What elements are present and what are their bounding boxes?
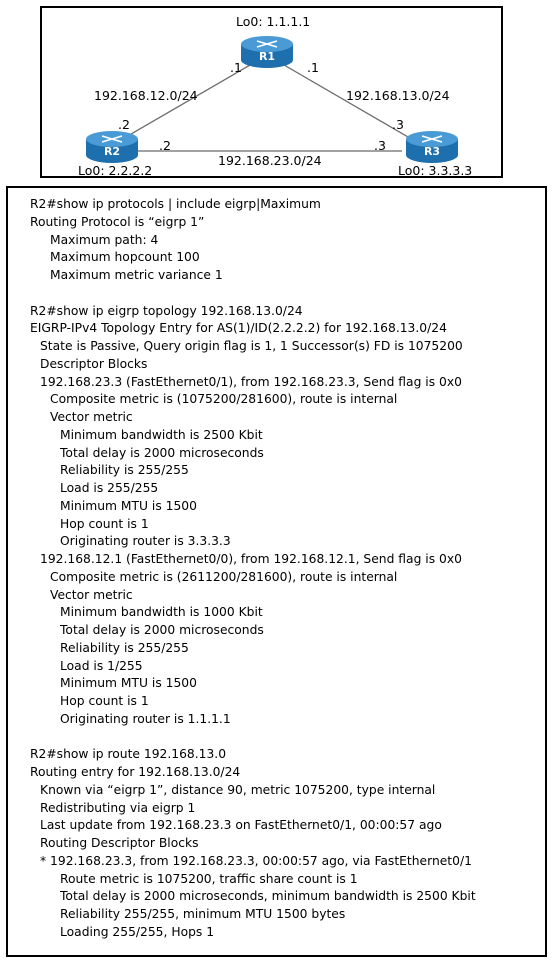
r1-r3-end-r1: .1: [307, 60, 319, 75]
cli-line: Maximum metric variance 1: [50, 268, 223, 282]
cli-line: Vector metric: [50, 410, 133, 424]
cli-line: [8, 285, 476, 303]
cli-line: Reliability is 255/255: [60, 463, 189, 478]
cli-line: Minimum bandwidth is 1000 Kbit: [60, 605, 263, 620]
cli-line: Reliability is 255/255: [60, 640, 189, 655]
cli-line: Routing Protocol is “eigrp 1”: [30, 214, 205, 229]
topology-diagram: [40, 6, 503, 178]
r3-loopback: Lo0: 3.3.3.3: [398, 163, 473, 178]
cli-line: Maximum hopcount 100: [50, 250, 200, 265]
cli-line: Total delay is 2000 microseconds, minimum bandwidth is 2500 Kbit: [60, 889, 476, 904]
r1-r2-end-r1: .1: [230, 60, 242, 75]
cli-line: State is Passive, Query origin flag is 1, 1 Successor(s) FD is 1075200: [40, 339, 463, 353]
r2-r3-end-r2: .2: [159, 138, 171, 153]
cli-line: Routing entry for 192.168.13.0/24: [30, 765, 241, 779]
router-r1-icon[interactable]: [241, 36, 293, 68]
cli-line: Minimum bandwidth is 2500 Kbit: [60, 427, 263, 442]
cli-line: * 192.168.23.3, from 192.168.23.3, 00:00:57 ago, via FastEthernet0/1: [40, 853, 472, 868]
cli-line: Routing Descriptor Blocks: [40, 836, 199, 850]
router-r1-name: R1: [258, 50, 276, 63]
router-r2-icon[interactable]: [86, 131, 138, 163]
network-r1-r3: 192.168.13.0/24: [346, 88, 450, 103]
cli-output-panel: [6, 186, 547, 957]
network-r1-r2: 192.168.12.0/24: [94, 88, 198, 103]
cli-line: Hop count is 1: [60, 516, 149, 531]
cli-line: Composite metric is (1075200/281600), route is internal: [50, 392, 398, 407]
cli-line: Loading 255/255, Hops 1: [60, 924, 215, 939]
r2-r3-end-r3: .3: [374, 138, 386, 153]
cli-line: R2#show ip eigrp topology 192.168.13.0/24: [30, 303, 303, 318]
cli-line: Hop count is 1: [60, 694, 149, 708]
cli-line: Descriptor Blocks: [40, 356, 148, 371]
cli-line: Load is 1/255: [60, 658, 143, 673]
cli-line: Redistributing via eigrp 1: [40, 800, 196, 815]
cli-line: Vector metric: [50, 587, 133, 602]
link-r1-r3: [272, 58, 427, 148]
cli-line: [8, 729, 476, 747]
cli-line: R2#show ip protocols | include eigrp|Maximum: [30, 197, 321, 211]
cli-line: Load is 255/255: [60, 481, 159, 495]
router-r3-name: R3: [423, 145, 441, 158]
cli-line: 192.168.12.1 (FastEthernet0/0), from 192.168.12.1, Send flag is 0x0: [40, 552, 462, 566]
cli-line: Originating router is 3.3.3.3: [60, 534, 231, 549]
cli-line: Originating router is 1.1.1.1: [60, 711, 231, 726]
network-r2-r3: 192.168.23.0/24: [218, 153, 322, 168]
cli-line: Reliability 255/255, minimum MTU 1500 bytes: [60, 907, 346, 921]
cli-line: Total delay is 2000 microseconds: [60, 445, 264, 460]
cli-line: Minimum MTU is 1500: [60, 498, 197, 513]
cli-line: Minimum MTU is 1500: [60, 676, 197, 691]
r2-loopback: Lo0: 2.2.2.2: [78, 163, 153, 178]
cli-line: Total delay is 2000 microseconds: [60, 623, 264, 637]
router-r3-icon[interactable]: [406, 131, 458, 163]
cli-line: Last update from 192.168.23.3 on FastEthernet0/1, 00:00:57 ago: [40, 818, 442, 833]
router-r2-name: R2: [103, 145, 121, 158]
cli-line: 192.168.23.3 (FastEthernet0/1), from 192.168.23.3, Send flag is 0x0: [40, 374, 462, 389]
r1-r3-end-r3: .3: [392, 117, 404, 132]
cli-line: EIGRP-IPv4 Topology Entry for AS(1)/ID(2.2.2.2) for 192.168.13.0/24: [30, 321, 447, 336]
cli-output: [8, 196, 476, 942]
cli-line: Known via “eigrp 1”, distance 90, metric 1075200, type internal: [40, 782, 436, 797]
r1-loopback: Lo0: 1.1.1.1: [236, 14, 311, 29]
cli-line: Composite metric is (2611200/281600), route is internal: [50, 569, 398, 584]
cli-line: Route metric is 1075200, traffic share count is 1: [60, 871, 358, 886]
cli-line: R2#show ip route 192.168.13.0: [30, 747, 227, 762]
r1-r2-end-r2: .2: [118, 117, 130, 132]
cli-line: Maximum path: 4: [50, 232, 159, 247]
